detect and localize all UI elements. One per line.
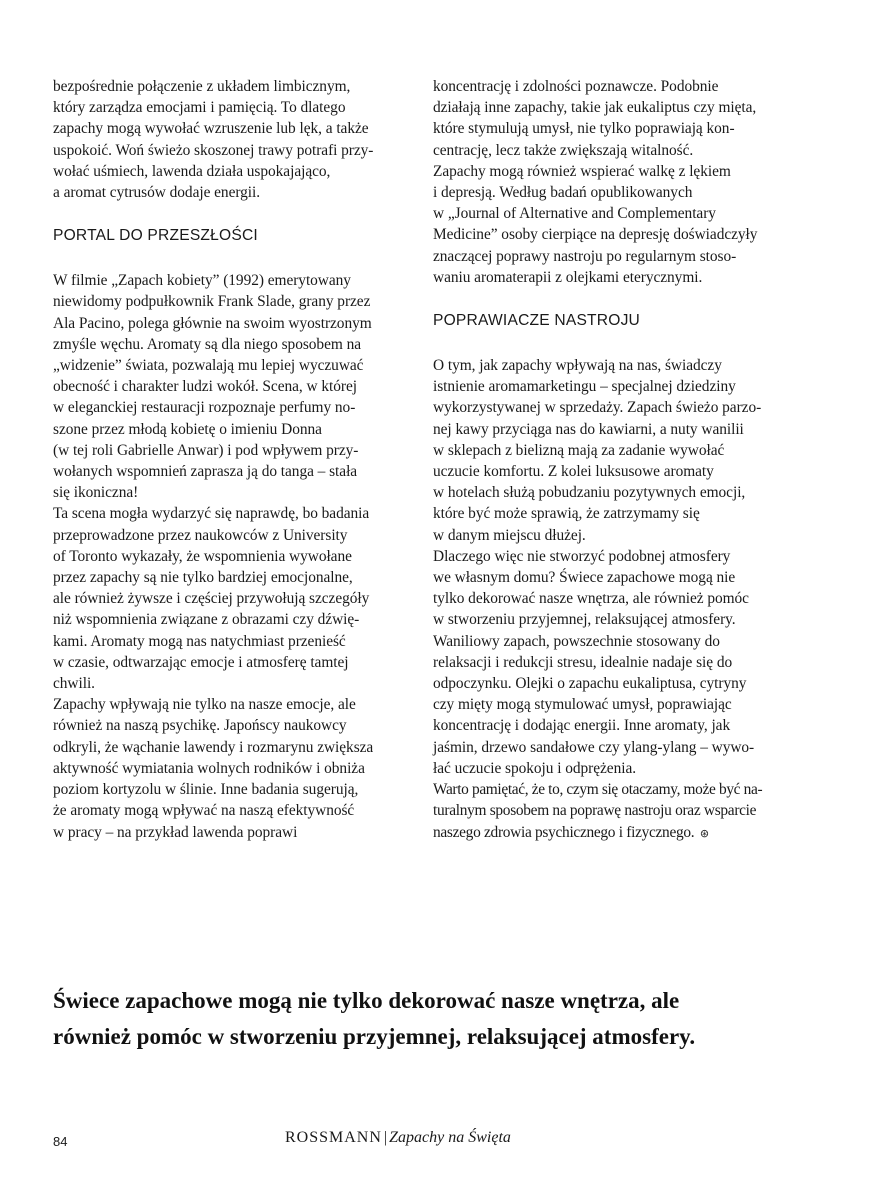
right-column [433,76,781,844]
text-line: Zapachy wpływają nie tylko na nasze emocje, ale [53,696,356,714]
text-line: czy mięty mogą stymulować umysł, poprawiając [433,696,732,714]
text-line: wykorzystywanej w sprzedaży. Zapach świeżo parzo- [433,399,762,417]
text-line: w „Journal of Alternative and Complementary [433,205,716,223]
text-line: waniu aromaterapii z olejkami eterycznymi. [433,268,703,286]
text-line: koncentrację i dodając energii. Inne aromaty, jak [433,717,731,735]
text-line: w pracy – na przykład lawenda poprawi [53,823,298,841]
text-line: Ta scena mogła wydarzyć się naprawdę, bo badania [53,505,370,523]
pull-quote-line: Świece zapachowe mogą nie tylko dekorować nasze wnętrza, ale [53,988,680,1013]
text-line: Warto pamiętać, że to, czym się otaczamy, może być na- [433,781,763,799]
text-line: we własnym domu? Świece zapachowe mogą nie [433,569,736,587]
text-line: uczucie komfortu. Z kolei luksusowe aromaty [433,463,714,481]
paragraph-continue [433,76,781,288]
left-column [53,76,393,843]
issue-title: Zapachy na Święta [389,1129,511,1146]
paragraph-film [53,270,393,503]
text-line: niewidomy podpułkownik Frank Slade, grany przez [53,293,371,311]
text-line: zmyśle węchu. Aromaty są dla niego sposobem na [53,335,362,353]
text-line: łać uczucie spokoju i odprężenia. [433,759,637,777]
text-line: i depresją. Według badań opublikowanych [433,184,693,202]
text-line: Ala Pacino, polega głównie na swoim wyostrzonym [53,314,372,332]
text-line: odpoczynku. Olejki o zapachu eukaliptusa, cytryny [433,675,747,693]
text-line: zapachy mogą wywołać wzruszenie lub lęk, a także [53,120,369,138]
text-line: Waniliowy zapach, powszechnie stosowany do [433,632,720,650]
text-line: koncentrację i zdolności poznawcze. Podobnie [433,78,719,95]
paragraph-home [433,546,781,779]
text-line: chwili. [53,675,95,693]
text-line: ale również żywsze i częściej przywołują szczegóły [53,590,370,608]
text-line: się ikoniczna! [53,484,139,502]
text-line: jaśmin, drzewo sandałowe czy ylang-ylang – wywo- [433,738,755,756]
pull-quote [53,983,833,1055]
paragraph-final [433,779,781,844]
text-line: obecność i charakter ludzi wokół. Scena, w której [53,378,357,396]
text-line: w hotelach służą pobudzaniu pozytywnych emocji, [433,484,746,502]
text-line: że aromaty mogą wpływać na naszą efektywność [53,802,355,820]
footer-separator: | [383,1129,388,1146]
text-line: a aromat cytrusów dodaje energii. [53,184,261,202]
text-line: w stworzeniu przyjemnej, relaksującej atmosfery. [433,611,736,629]
text-line: w eleganckiej restauracji rozpoznaje perfumy no- [53,399,356,417]
text-line: które stymulują umysł, nie tylko poprawiają kon- [433,120,735,138]
text-line: O tym, jak zapachy wpływają na nas, świadczy [433,357,722,375]
text-line: działają inne zapachy, takie jak eukaliptus czy mięta, [433,99,757,117]
text-line: który zarządza emocjami i pamięcią. To dlatego [53,99,346,117]
text-line: uspokoić. Woń świeżo skoszonej trawy potrafi przy- [53,141,374,159]
brand-name: ROSSMANN [285,1129,382,1146]
text-line: szone przez młodą kobietę o imieniu Donna [53,420,322,438]
text-line: bezpośrednie połączenie z układem limbicznym, [53,78,351,95]
text-line: przez zapachy są nie tylko bardziej emocjonalne, [53,569,353,587]
text-line: znaczącej poprawy nastroju po regularnym stoso- [433,247,737,265]
text-line: aktywność wymiatania wolnych rodników i obniża [53,759,365,777]
text-line: W filmie „Zapach kobiety” (1992) emerytowany [53,272,351,290]
text-line: tylko dekorować nasze wnętrza, ale również pomóc [433,590,749,608]
pull-quote-line: również pomóc w stworzeniu przyjemnej, relaksującej atmosfery. [53,1024,696,1049]
text-line: w sklepach z bielizną mają za zadanie wywołać [433,441,725,459]
text-line: w danym miejscu dłużej. [433,526,586,544]
text-line: istnienie aromamarketingu – specjalnej dziedziny [433,378,736,396]
text-line: wołać uśmiech, lawenda działa uspokajająco, [53,162,331,180]
text-line: które być może sprawią, że zatrzymamy się [433,505,700,523]
text-line: centrację, lecz także zwiększają witalność. [433,141,694,159]
paragraph-scene [53,503,393,694]
paragraph-psyche [53,694,393,842]
text-line: (w tej roli Gabrielle Anwar) i pod wpływem przy- [53,441,359,459]
section-heading-mood: POPRAWIACZE NASTROJU [433,312,641,330]
text-line-last [433,822,781,844]
text-line: kami. Aromaty mogą nas natychmiast przenieść [53,632,346,650]
text-line: w czasie, odtwarzając emocje i atmosferę tamtej [53,653,349,671]
footer-running-title [285,1129,511,1147]
paragraph-marketing [433,355,781,546]
paragraph-intro [53,76,393,203]
text-line: odkryli, że wąchanie lawendy i rozmarynu zwiększa [53,738,374,756]
text-line: of Toronto wykazały, że wspomnienia wywołane [53,547,352,565]
page-number: 84 [53,1134,68,1149]
text-line: Medicine” osoby cierpiące na depresję doświadczyły [433,226,758,244]
text-line: nej kawy przyciąga nas do kawiarni, a nuty wanilii [433,420,744,438]
text-line: poziom kortyzolu w ślinie. Inne badania sugerują, [53,781,359,799]
text-line: turalnym sposobem na poprawę nastroju oraz wsparcie [433,802,757,820]
text-line: naszego zdrowia psychicznego i fizycznego. [433,823,695,841]
text-line: Zapachy mogą również wspierać walkę z lękiem [433,162,731,180]
text-line: niż wspomnienia związane z obrazami czy dźwię- [53,611,360,629]
text-line: relaksacji i redukcji stresu, idealnie nadaje się do [433,653,733,671]
section-heading-portal: PORTAL DO PRZESZŁOŚCI [53,227,258,245]
text-line: również na naszą psychikę. Japońscy naukowcy [53,717,347,735]
text-line: wołanych wspomnień zaprasza ją do tanga – stała [53,463,358,481]
text-line: „widzenie” świata, pozwalają mu lepiej wyczuwać [53,357,364,375]
end-mark-icon: ⊛ [699,826,709,840]
text-line: Dlaczego więc nie stworzyć podobnej atmosfery [433,547,731,565]
text-line: przeprowadzone przez naukowców z University [53,526,348,544]
